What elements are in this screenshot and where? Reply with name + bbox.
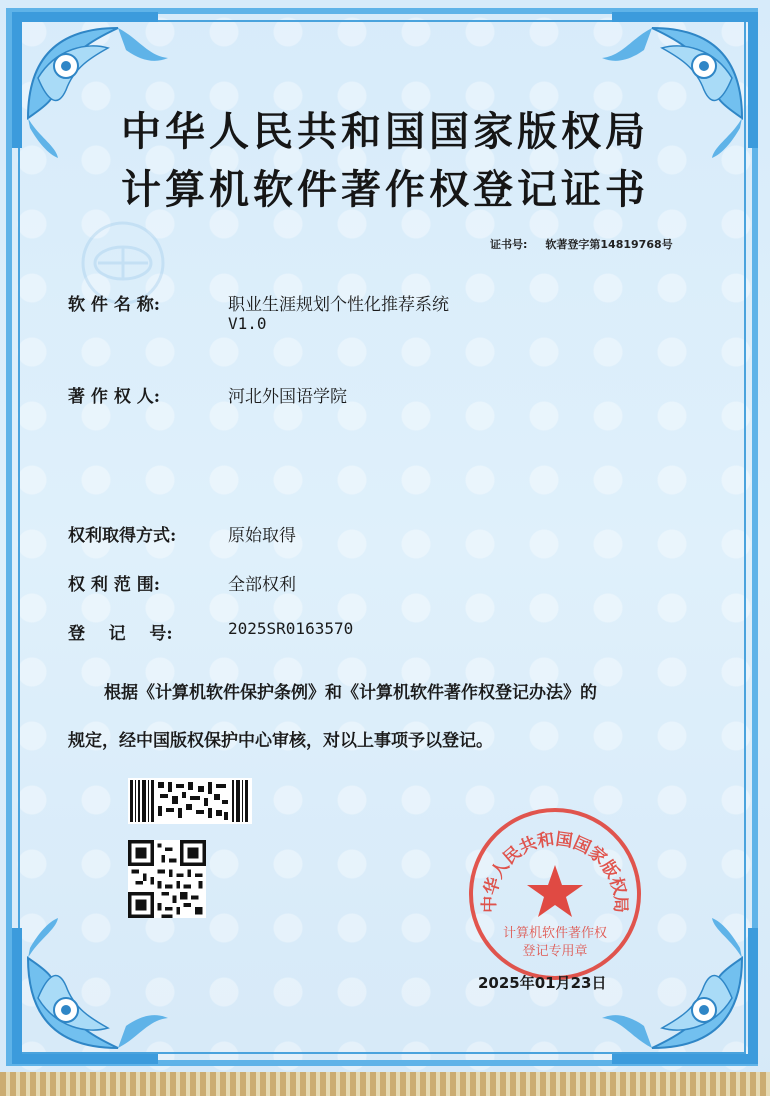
certificate-number-label: 证书号:: [490, 238, 528, 251]
field-acquisition-method: [68, 521, 296, 546]
seal-inner-line-1: 计算机软件著作权: [502, 926, 608, 941]
owner-value: 河北外国语学院: [228, 387, 347, 407]
qr-code: [128, 840, 206, 918]
registration-number-label: 登 记 号:: [68, 624, 173, 644]
issue-date: 2025年01月23日: [478, 974, 607, 992]
issuer-title: 中华人民共和国国家版权局: [121, 108, 649, 155]
rights-scope-value: 全部权利: [228, 575, 296, 595]
statement-line-2: 规定，经中国版权保护中心审核，对以上事项予以登记。: [68, 731, 493, 751]
rights-scope-label: 权 利 范 围:: [68, 575, 161, 595]
field-software-name: [68, 290, 449, 315]
seal-inner-line-2: 登记专用章: [522, 944, 588, 959]
software-version: V1.0: [228, 314, 267, 333]
corner-ornament-bottom-left: [8, 918, 178, 1068]
seal-outer-text: 中华人民共和国国家版权局: [479, 829, 631, 913]
seal-star-icon: [527, 865, 583, 917]
certificate-title: 计算机软件著作权登记证书: [121, 166, 649, 213]
acquisition-method-value: 原始取得: [228, 526, 296, 546]
acquisition-method-label: 权利取得方式:: [68, 526, 177, 546]
owner-label: 著 作 权 人:: [68, 387, 161, 407]
field-registration-number: [68, 619, 354, 644]
certificate-number: [490, 236, 673, 252]
software-name-value: 职业生涯规划个性化推荐系统: [228, 295, 449, 315]
bottom-border-band: [0, 1072, 770, 1096]
certificate-number-value: 软著登字第14819768号: [545, 238, 673, 251]
field-owner: [68, 382, 347, 407]
software-name-label: 软 件 名 称:: [68, 295, 161, 315]
registration-number-value: 2025SR0163570: [228, 619, 354, 638]
official-seal: [466, 805, 644, 983]
barcode: [128, 778, 252, 824]
field-rights-scope: [68, 570, 296, 595]
statement-line-1: 根据《计算机软件保护条例》和《计算机软件著作权登记办法》的: [104, 683, 597, 703]
